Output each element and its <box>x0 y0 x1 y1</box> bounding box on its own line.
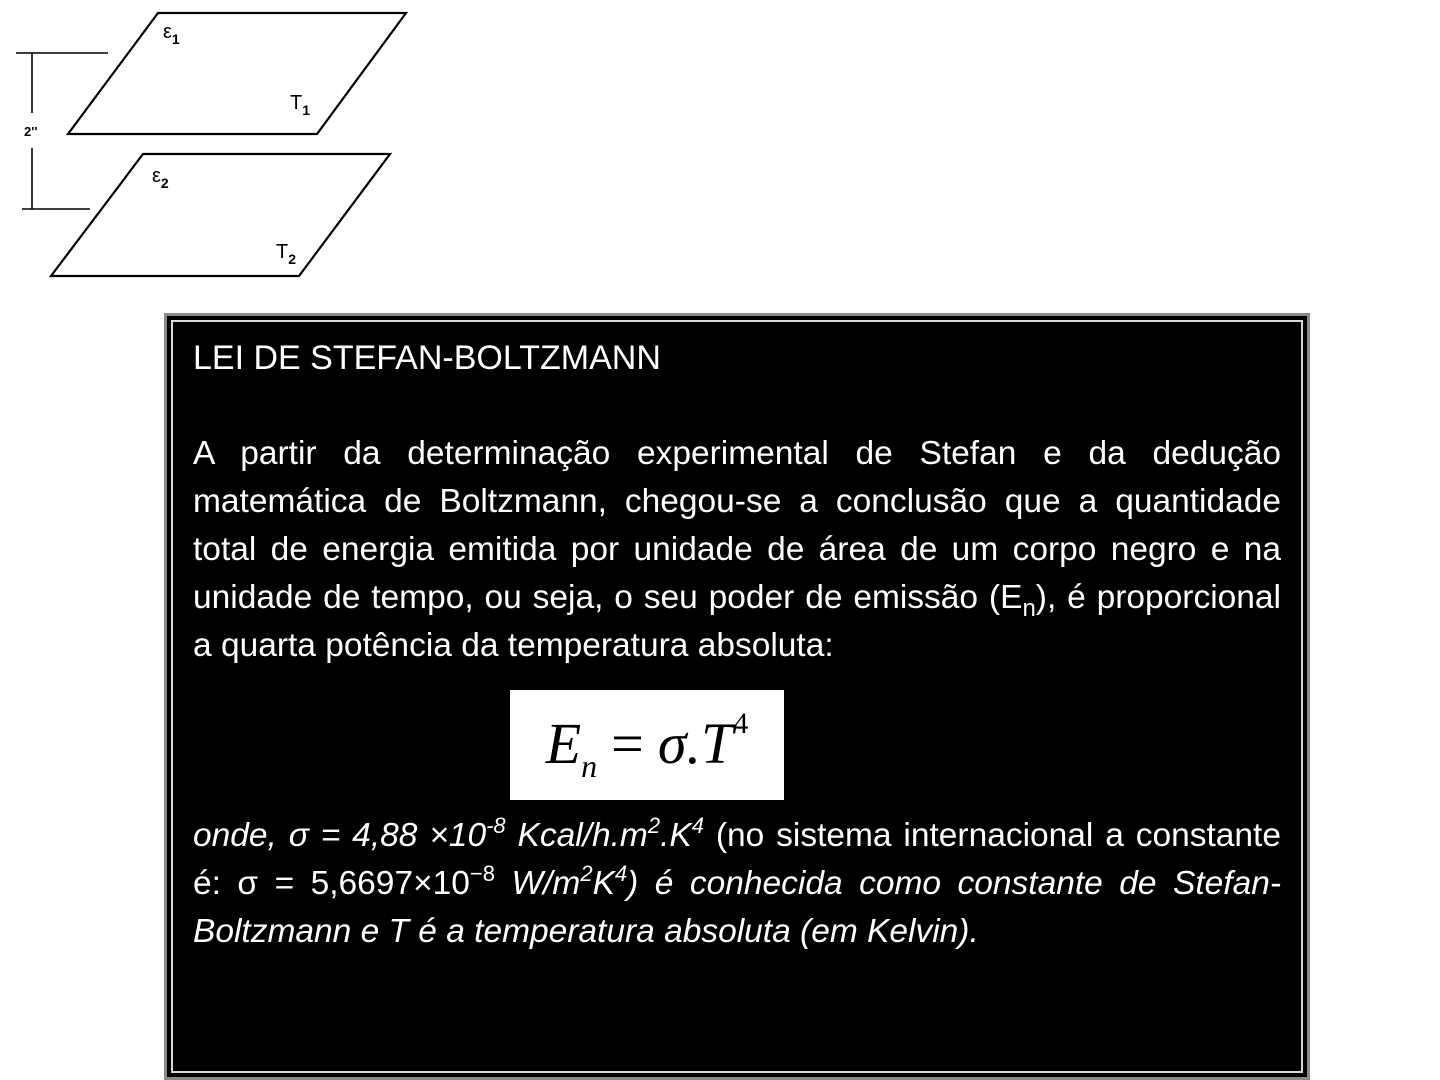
temperature-2-label: T2 <box>276 241 297 267</box>
panel-title: LEI DE STEFAN-BOLTZMANN <box>193 339 661 377</box>
intro-paragraph: A partir da determinação experimental de Stefan e da dedução matemática de Boltzmann, chegou-se a conclusão que a quantidade total de energia emitida por unidade de área de um corpo negro e na unidade de tempo, ou seja, o seu poder de emissão $(E_n)$, é proporcional a quarta potência da temperatura absoluta: <box>193 435 1281 664</box>
spacing-label: 2'' <box>24 124 38 139</box>
parallel-plates-diagram <box>0 0 440 300</box>
stefan-boltzmann-panel <box>164 313 1310 1080</box>
emissivity-2-label: ε2 <box>152 165 169 191</box>
emissivity-1-label: ε1 <box>163 21 180 47</box>
formula-box <box>510 690 784 800</box>
spacing-dimension <box>16 53 108 209</box>
lower-plate <box>51 154 390 276</box>
constants-paragraph: onde, $\sigma = 4,88 \times 10^{-8}$ Kcal/$h.m^2.K^4$ (no sistema internacional a constante é: $\sigma = 5,6697\times 10^{-8}$ $W/m^2K^4$) é conhecida como constante de Stefan-Boltzmann e T é a temperatura absoluta (em Kelvin). <box>193 813 1282 950</box>
panel-content <box>193 334 1281 956</box>
temperature-1-label: T1 <box>290 92 311 118</box>
stefan-boltzmann-formula: $E_n = \sigma.T^4$ <box>545 706 749 784</box>
upper-plate <box>68 13 406 134</box>
